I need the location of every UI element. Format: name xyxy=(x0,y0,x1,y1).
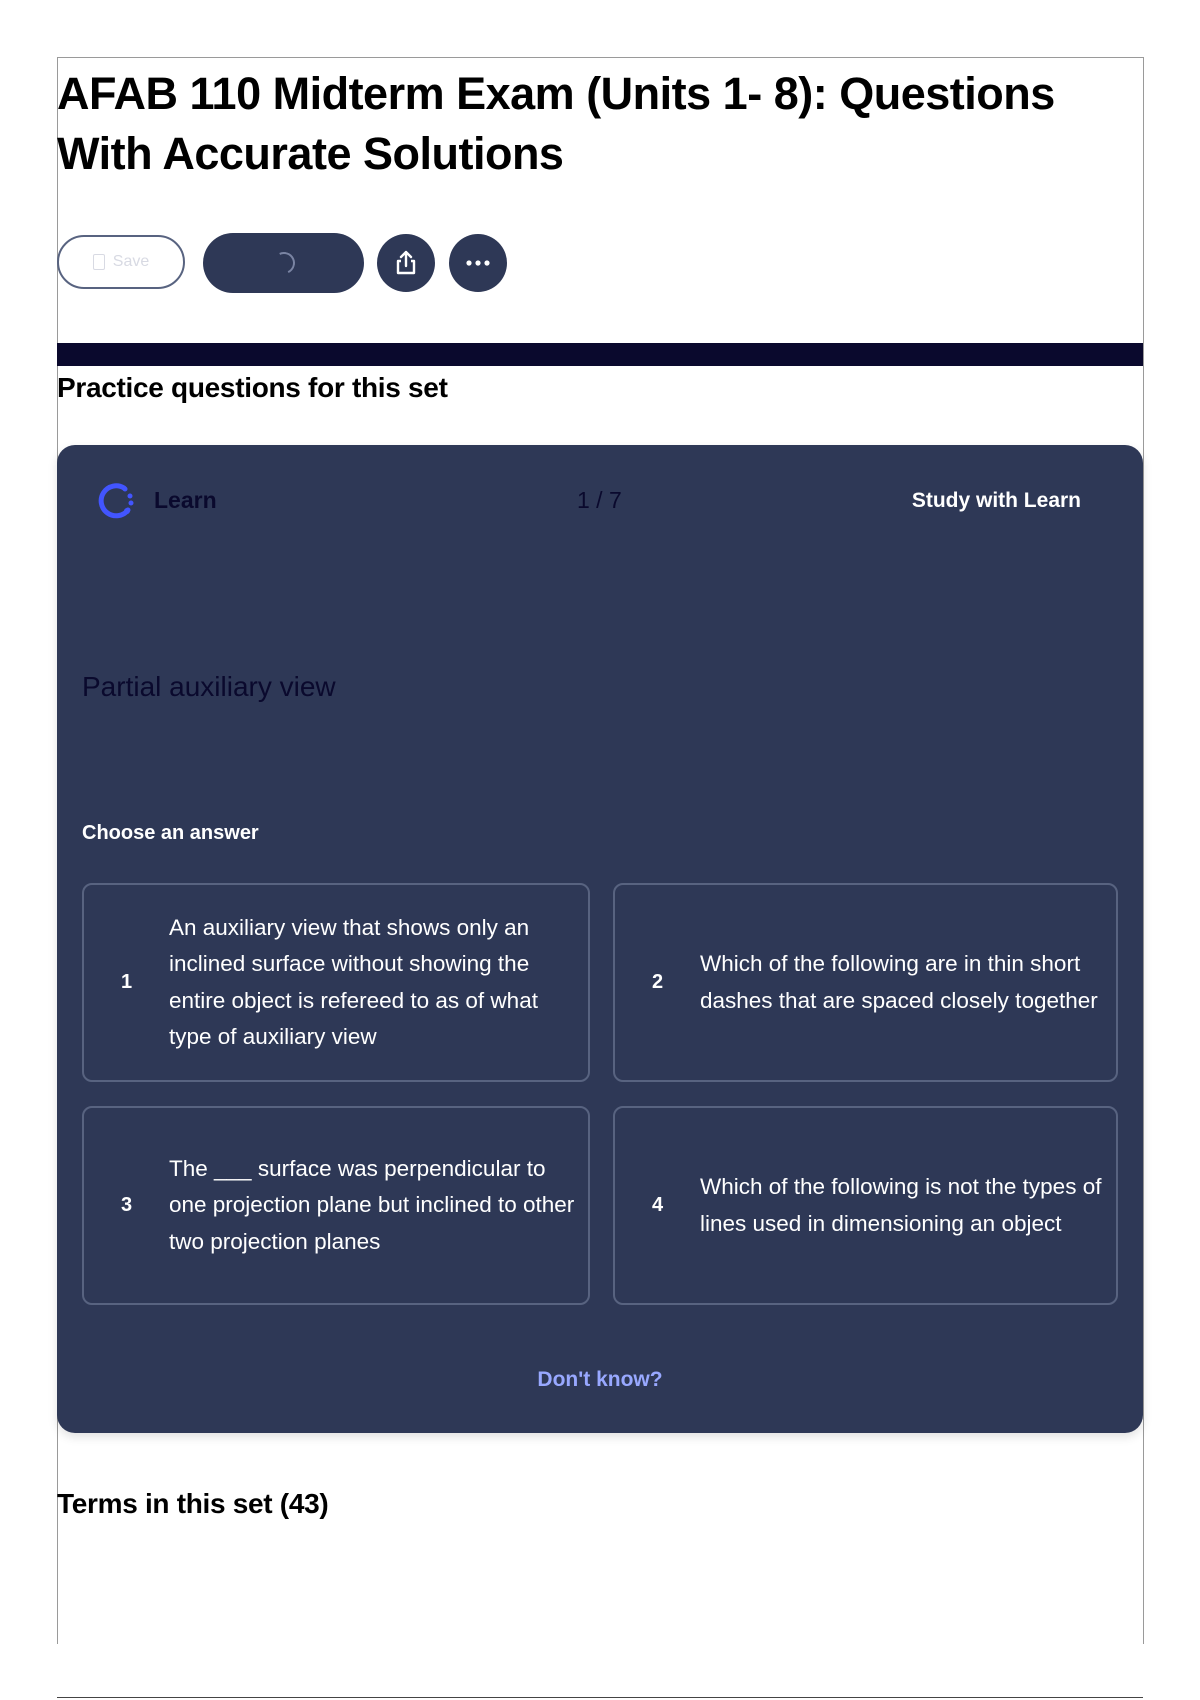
learn-label: Learn xyxy=(154,487,217,513)
practice-heading: Practice questions for this set xyxy=(57,372,448,403)
question-progress: 1 / 7 xyxy=(577,487,622,513)
section-divider-bar xyxy=(57,343,1143,366)
dont-know-button[interactable]: Don't know? xyxy=(537,1368,663,1391)
option-text: Which of the following is not the types of lines used in dimensioning an object xyxy=(700,1174,1102,1236)
option-number: 1 xyxy=(120,971,133,993)
loading-spinner-icon xyxy=(269,249,297,277)
option-number: 3 xyxy=(120,1194,133,1216)
more-options-button[interactable] xyxy=(449,234,507,292)
practice-card xyxy=(57,445,1143,1433)
terms-heading: Terms in this set (43) xyxy=(57,1488,329,1519)
bottom-divider xyxy=(57,1697,1143,1698)
option-text: An auxiliary view that shows only an inclined surface without showing the entire object is refereed to as of what type of auxiliary view xyxy=(169,914,538,1049)
option-text: The ___ surface was perpendicular to one projection plane but inclined to other two projection planes xyxy=(169,1155,575,1254)
answer-option-4[interactable] xyxy=(613,1106,1118,1305)
answer-option-2[interactable] xyxy=(613,883,1118,1082)
answer-option-3[interactable] xyxy=(82,1106,590,1305)
choose-answer-label: Choose an answer xyxy=(82,822,259,844)
save-label: Save xyxy=(112,253,150,270)
answer-option-1[interactable] xyxy=(82,883,590,1082)
share-button[interactable] xyxy=(377,234,435,292)
study-with-learn-link[interactable]: Study with Learn xyxy=(911,489,1081,512)
option-number: 2 xyxy=(651,971,664,993)
more-options-icon xyxy=(465,259,491,267)
question-term: Partial auxiliary view xyxy=(82,671,336,702)
loading-button[interactable] xyxy=(203,233,364,293)
save-button[interactable] xyxy=(57,235,185,289)
learn-icon xyxy=(94,480,138,524)
page-title: AFAB 110 Midterm Exam (Units 1- 8): Questions With Accurate Solutions xyxy=(57,68,1055,179)
option-number: 4 xyxy=(651,1194,664,1216)
share-icon xyxy=(393,249,419,277)
bookmark-icon xyxy=(93,254,105,270)
option-text: Which of the following are in thin short dashes that are spaced closely together xyxy=(700,951,1098,1013)
